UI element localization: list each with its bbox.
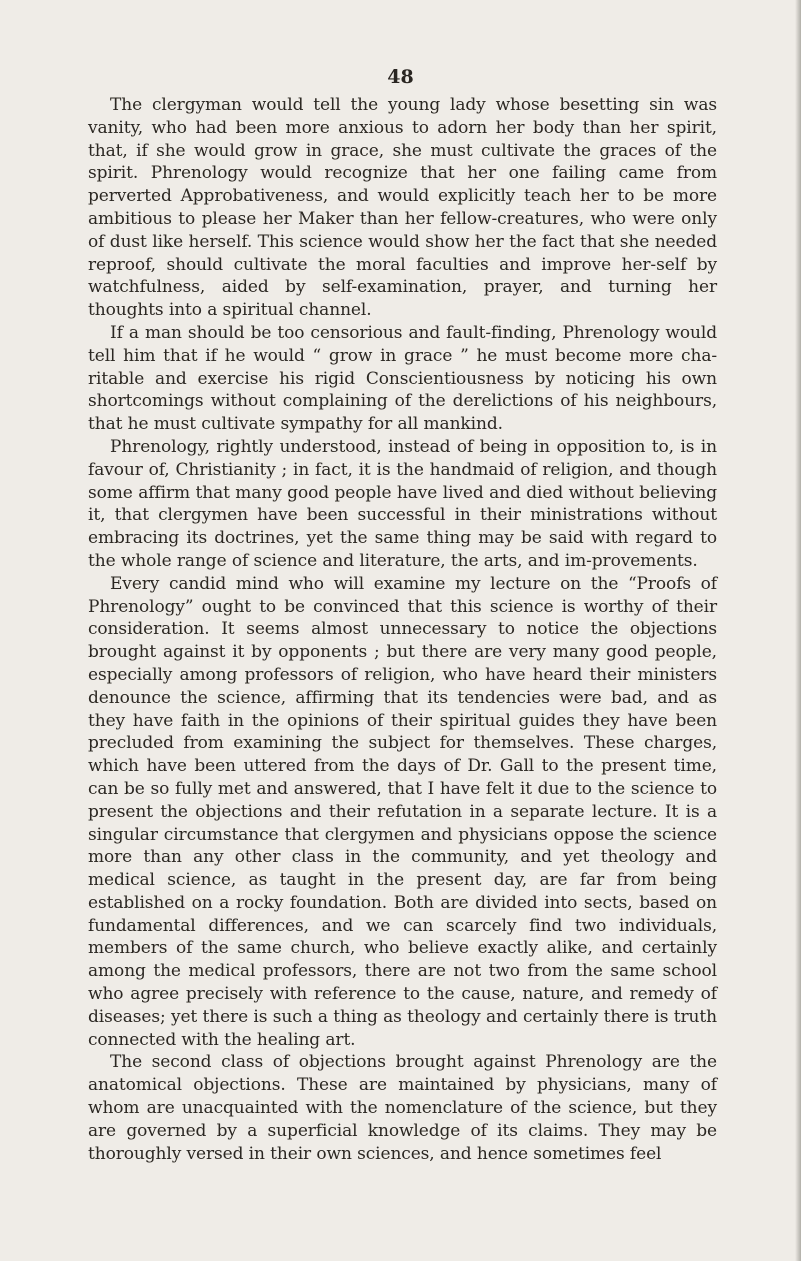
paragraph: The clergyman would tell the young lady whose besetting sin was vanity, who had been more anxious to adorn her body than her spirit, that, if she would grow in grace, she must cultivate the graces of the spirit. Phrenology would recognize that her one failing came from perverted Approbativeness, and would explicitly teach her to be more ambitious to please her Maker than her fellow-creatures, who were only of dust like herself. This science would show her the fact that she needed reproof, should cultivate the moral faculties and improve her-self by watchfulness, aided by self-examination, prayer, and turning her thoughts into a spiritual channel. xyxy=(88,95,717,321)
paragraph: Phrenology, rightly understood, instead of being in opposition to, is in favour of, Christianity ; in fact, it is the handmaid of religion, and though some affirm that many good people have lived and died without believing it, that clergymen have been successful in their ministrations without embracing its doctrines, yet the same thing may be said with regard to the whole range of science and literature, the arts, and im-provements. xyxy=(88,436,717,571)
page-edge-shadow xyxy=(795,0,801,1261)
paragraph: The second class of objections brought against Phrenology are the anatomical objections. These are maintained by physicians, many of whom are unacquainted with the nomenclature of the science, but they are governed by a superficial knowledge of its claims. They may be thoroughly versed in their own sciences, and hence sometimes feel xyxy=(88,1052,717,1164)
page-number: 48 xyxy=(387,66,414,88)
paragraph: Every candid mind who will examine my lecture on the “Proofs of Phrenology” ought to be convinced that this science is worthy of their consideration. It seems almost unnecessary to notice the objections brought against it by opponents ; but there are very many good people, especially among professors of religion, who have heard their ministers denounce the science, affirming that its tendencies were bad, and as they have faith in the opinions of their spiritual guides they have been precluded from examining the subject for themselves. These charges, which have been uttered from the days of Dr. Gall to the present time, can be so fully met and answered, that I have felt it due to the science to present the objections and their refutation in a separate lecture. It is a singular circumstance that clergymen and physicians oppose the science more than any other class in the community, and yet theology and medical science, as taught in the present day, are far from being established on a rocky foundation. Both are divided into sects, based on fundamental differences, and we can scarcely find two individuals, members of the same church, who believe exactly alike, and certainly among the medical professors, there are not two from the same school who agree precisely with reference to the cause, nature, and remedy of diseases; yet there is such a thing as theology and certainly there is truth connected with the healing art. xyxy=(88,573,717,1050)
body-text xyxy=(88,94,717,1165)
paragraph: If a man should be too censorious and fault-finding, Phrenology would tell him that if he would “ grow in grace ” he must become more cha-ritable and exercise his rigid Conscientiousness by noticing his own shortcomings without complaining of the derelictions of his neighbours, that he must cultivate sympathy for all mankind. xyxy=(88,322,717,435)
